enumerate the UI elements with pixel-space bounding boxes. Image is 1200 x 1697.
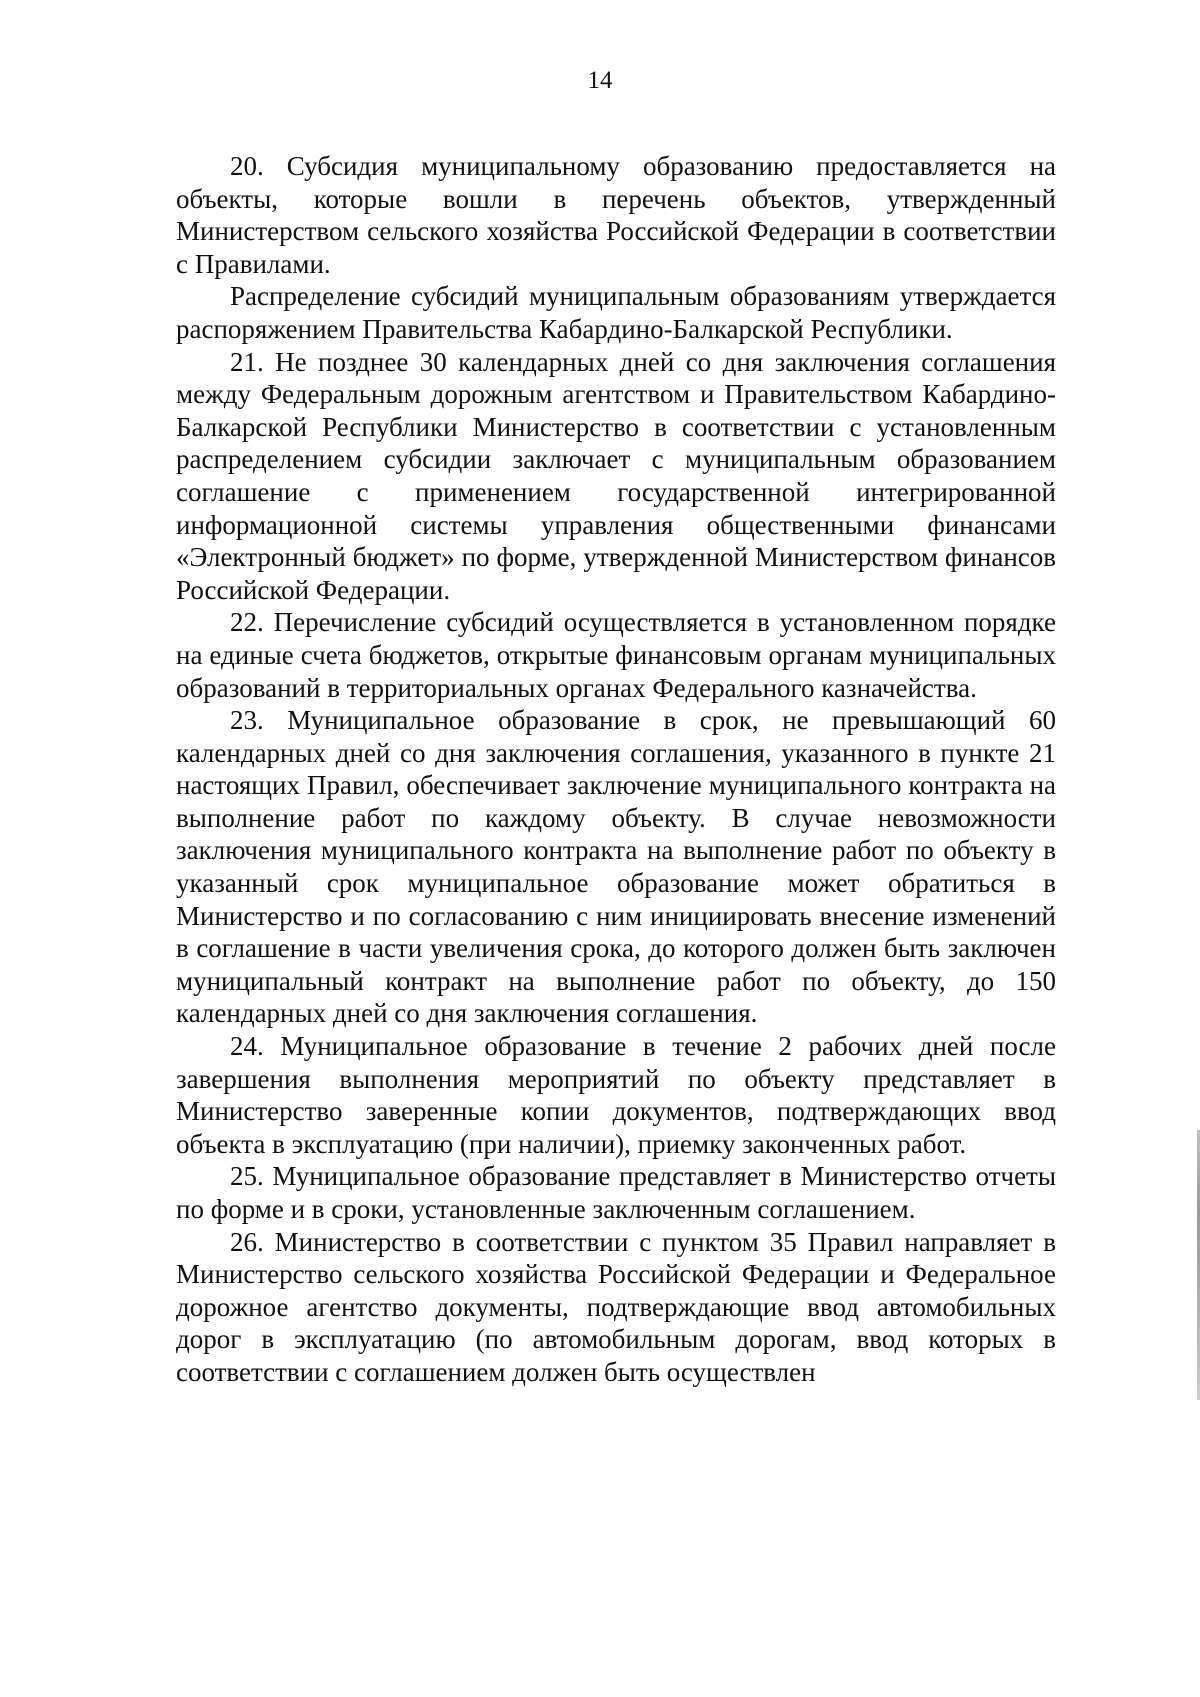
paragraph-25: 25. Муниципальное образование представляет в Министерство отчеты по форме и в сроки, установленные заключенным соглашением.	[176, 1161, 1056, 1224]
page-number: 14	[587, 67, 613, 94]
paragraph-23: 23. Муниципальное образование в срок, не превышающий 60 календарных дней со дня заключения соглашения, указанного в пункте 21 настоящих Правил, обеспечивает заключение муниципального контракта на выполнение работ по каждому объекту. В случае невозможности заключения муниципального контракта на выполнение работ по объекту в указанный срок муниципальное образование может обратиться в Министерство и по согласованию с ним инициировать внесение изменений в соглашение в части увеличения срока, до которого должен быть заключен муниципальный контракт на выполнение работ по объекту, до 150 календарных дней со дня заключения соглашения.	[176, 705, 1056, 1029]
paragraph-22: 22. Перечисление субсидий осуществляется в установленном порядке на единые счета бюджетов, открытые финансовым органам муниципальных образований в территориальных органах Федерального казначейства.	[176, 607, 1056, 703]
paragraph-24: 24. Муниципальное образование в течение 2 рабочих дней после завершения выполнения мероприятий по объекту представляет в Министерство заверенные копии документов, подтверждающих ввод объекта в эксплуатацию (при наличии), приемку законченных работ.	[176, 1031, 1056, 1159]
document-body	[176, 150, 1056, 1389]
paragraph-20-distribution: Распределение субсидий муниципальным образованиям утверждается распоряжением Правительства Кабардино-Балкарской Республики.	[176, 281, 1056, 344]
paragraph-26: 26. Министерство в соответствии с пунктом 35 Правил направляет в Министерство сельского хозяйства Российской Федерации и Федеральное дорожное агентство документы, подтверждающие ввод автомобильных дорог в эксплуатацию (по автомобильным дорогам, ввод которых в соответствии с соглашением должен быть осуществлен	[176, 1226, 1056, 1387]
paragraph-20: 20. Субсидия муниципальному образованию предоставляется на объекты, которые вошли в перечень объектов, утвержденный Министерством сельского хозяйства Российской Федерации в соответствии с Правилами.	[176, 151, 1056, 279]
paragraph-21: 21. Не позднее 30 календарных дней со дня заключения соглашения между Федеральным дорожным агентством и Правительством Кабардино-Балкарской Республики Министерство в соответствии с установленным распределением субсидии заключает с муниципальным образованием соглашение с применением государственной интегрированной информационной системы управления общественными финансами «Электронный бюджет» по форме, утвержденной Министерством финансов Российской Федерации.	[176, 346, 1056, 605]
